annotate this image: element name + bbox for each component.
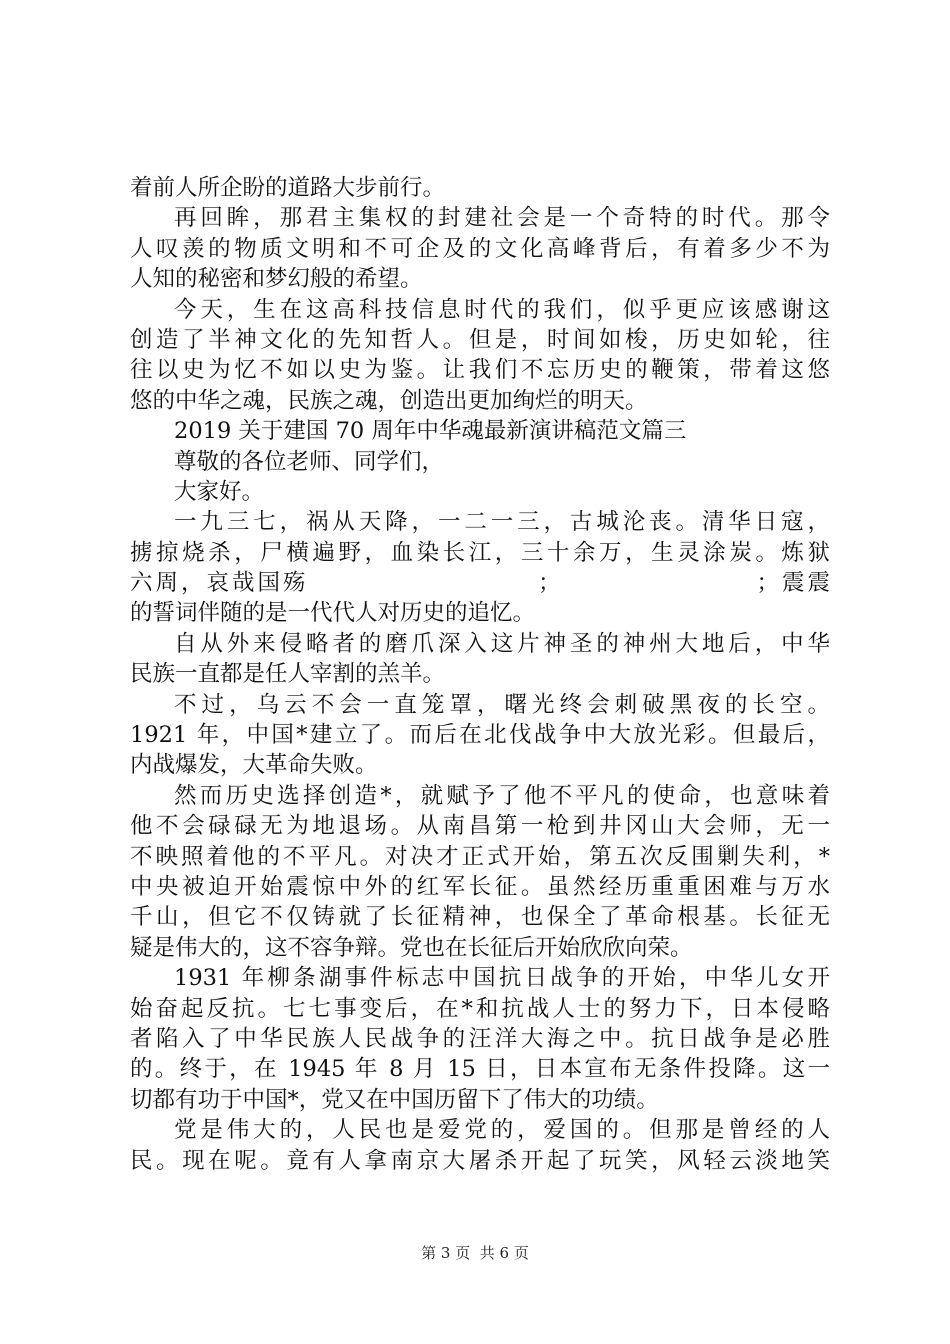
text-line: 不过，乌云不会一直笼罩，曙光终会刺破黑夜的长空。 (174, 691, 830, 718)
text-line: 再回眸，那君主集权的封建社会是一个奇特的时代。那令 (174, 205, 830, 232)
text-line: 1931 年柳条湖事件标志中国抗日战争的开始，中华儿女开 (174, 965, 830, 992)
text-line: 内战爆发，大革命失败。 (130, 752, 378, 779)
text-line: 始奋起反抗。七七事变后，在*和抗战人士的努力下，日本侵略 (130, 995, 830, 1022)
text-line: 创造了半神文化的先知哲人。但是，时间如梭，历史如轮，往 (130, 326, 830, 353)
text-line: 不映照着他的不平凡。对决才正式开始，第五次反围剿失利，* (130, 843, 830, 870)
text-line: 疑是伟大的，这不容争辩。党也在长征后开始欣欣向荣。 (130, 934, 693, 961)
text-line: 的。终于，在 1945 年 8 月 15 日，日本宣布无条件投降。这一 (130, 1056, 830, 1083)
text-line: 他不会碌碌无为地退场。从南昌第一枪到井冈山大会师，无一 (130, 813, 830, 840)
body-text (130, 173, 830, 1176)
text-line: 切都有功于中国*，党又在中国历留下了伟大的功绩。 (130, 1086, 659, 1113)
text-line: 悠的中华之魂，民族之魂，创造出更加绚烂的明天。 (130, 387, 648, 414)
text-line: 大家好。 (174, 478, 265, 505)
text-line: 千山，但它不仅铸就了长征精神，也保全了革命根基。长征无 (130, 904, 830, 931)
page-footer (0, 1243, 950, 1263)
text-line: 掳掠烧杀，尸横遍野，血染长江，三十余万，生灵涂炭。炼狱 (130, 539, 830, 566)
text-line: 民。现在呢。竟有人拿南京大屠杀开起了玩笑，风轻云淡地笑 (130, 1147, 830, 1174)
text-line: 然而历史选择创造*，就赋予了他不平凡的使命，也意味着 (174, 782, 830, 809)
text-line: 人知的秘密和梦幻般的希望。 (130, 266, 423, 293)
text-line: 民族一直都是任人宰割的羔羊。 (130, 661, 446, 688)
text-line: 人叹羡的物质文明和不可企及的文化高峰背后，有着多少不为 (130, 235, 830, 262)
text-line: 者陷入了中华民族人民战争的汪洋大海之中。抗日战争是必胜 (130, 1025, 830, 1052)
text-line: 党是伟大的，人民也是爱党的，爱国的。但那是曾经的人 (174, 1117, 830, 1144)
text-line: 六周，哀哉国殇 ； ；震震 (130, 570, 830, 597)
text-line: 今天，生在这高科技信息时代的我们，似乎更应该感谢这 (174, 296, 830, 323)
text-line: 尊敬的各位老师、同学们， (174, 448, 445, 475)
text-line: 中央被迫开始震惊中外的红军长征。虽然经历重重困难与万水 (130, 873, 830, 900)
text-line: 自从外来侵略者的磨爪深入这片神圣的神州大地后，中华 (174, 630, 830, 657)
text-line: 2019 关于建国 70 周年中华魂最新演讲稿范文篇三 (174, 418, 687, 445)
text-line: 的誓词伴随的是一代代人对历史的追忆。 (130, 600, 536, 627)
text-line: 往以史为忆不如以史为鉴。让我们不忘历史的鞭策，带着这悠 (130, 357, 830, 384)
text-line: 1921 年，中国*建立了。而后在北伐战争中大放光彩。但最后， (130, 722, 830, 749)
text-line: 着前人所企盼的道路大步前行。 (130, 175, 446, 201)
page-number: 第 3 页 共 6 页 (421, 1244, 529, 1262)
text-line: 一九三七，祸从天降，一二一三，古城沦丧。清华日寇， (174, 509, 830, 536)
